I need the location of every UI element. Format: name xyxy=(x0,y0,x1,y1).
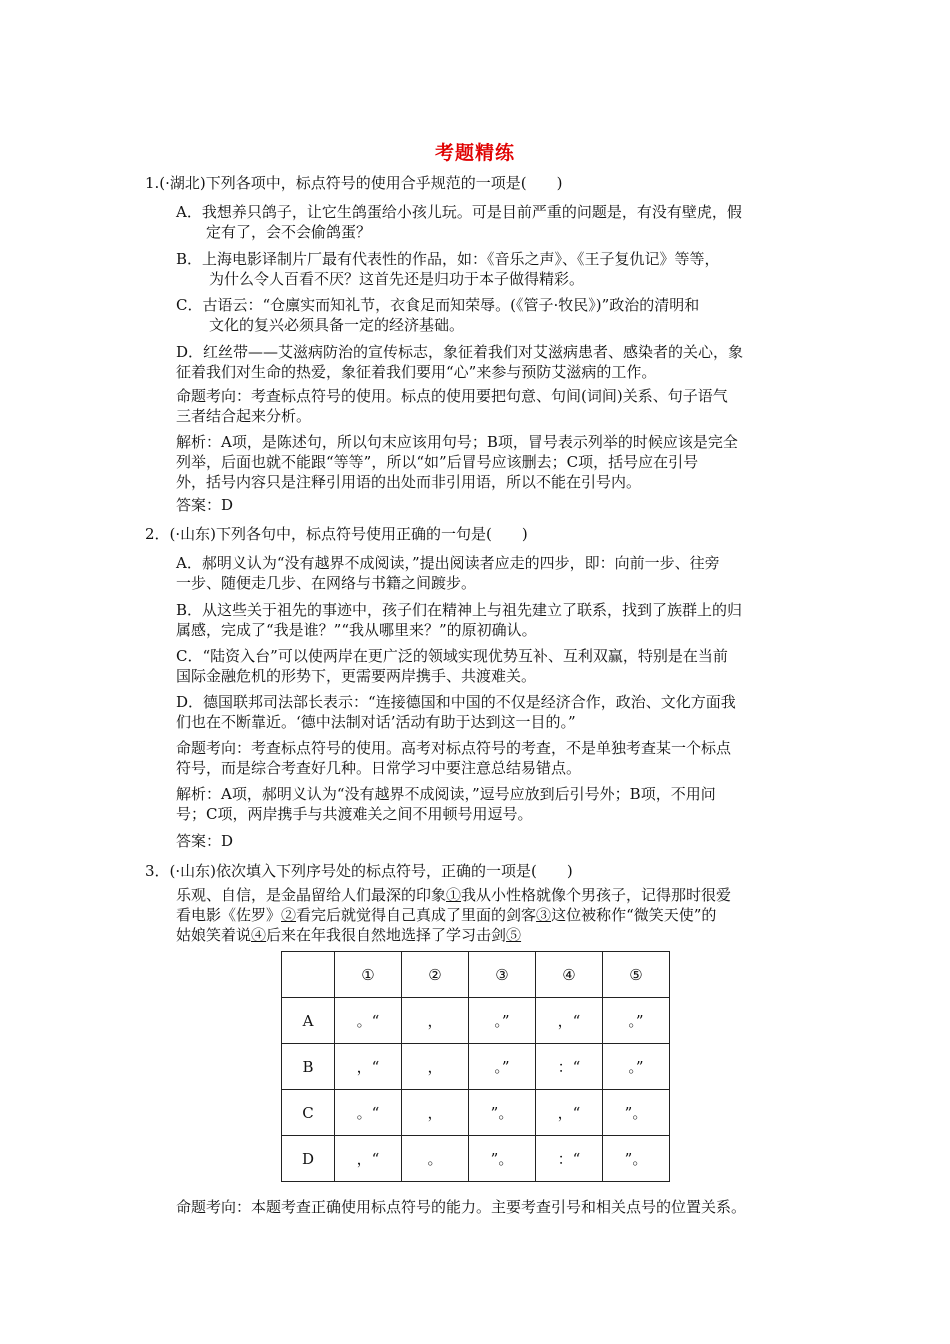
table-cell: ，“ xyxy=(536,998,603,1044)
table-cell: 。 xyxy=(402,1136,469,1182)
table-cell: ”。 xyxy=(469,1090,536,1136)
table-cell: ”。 xyxy=(603,1090,670,1136)
table-cell: ：“ xyxy=(536,1136,603,1182)
question-2-intent: 命题考向：考查标点符号的使用。高考对标点符号的考查，不是单独考查某一个标点 符号，而是综合考查好几种。日常学习中要注意总结易错点。 xyxy=(176,739,732,777)
page-title: 考题精练 xyxy=(434,142,515,164)
table-header-row xyxy=(282,952,670,998)
question-2-option-d: D．德国联邦司法部长表示：“连接德国和中国的不仅是经济合作，政治、文化方面我 们也在不断靠近。‘德中法制对话’活动有助于达到这一目的。” xyxy=(176,693,736,731)
table-header-cell: ③ xyxy=(469,952,536,998)
table-cell: A xyxy=(282,998,335,1044)
table-header-cell: ④ xyxy=(536,952,603,998)
table-cell: C xyxy=(282,1090,335,1136)
table-header-cell: ⑤ xyxy=(603,952,670,998)
table-row xyxy=(282,998,670,1044)
table-row xyxy=(282,1044,670,1090)
table-header-cell: ① xyxy=(335,952,402,998)
table-cell: 。” xyxy=(603,998,670,1044)
punctuation-options-table xyxy=(281,951,670,1182)
table-cell: ：“ xyxy=(536,1044,603,1090)
table-row xyxy=(282,1090,670,1136)
table-cell: ”。 xyxy=(603,1136,670,1182)
table-cell: 。” xyxy=(469,1044,536,1090)
question-2-answer: 答案：D xyxy=(176,832,234,850)
table-cell: ， xyxy=(402,998,469,1044)
question-1-intent: 命题考向：考查标点符号的使用。标点的使用要把句意、句间(词间)关系、句子语气 三者结合起来分析。 xyxy=(176,387,728,425)
table-cell: 。” xyxy=(603,1044,670,1090)
question-1-answer: 答案：D xyxy=(176,496,234,514)
question-2-analysis: 解析：A项，郝明义认为“没有越界不成阅读，”逗号应放到后引号外；B项，不用问 号；C项，两岸携手与共渡难关之间不用顿号用逗号。 xyxy=(176,785,716,823)
table-row xyxy=(282,1136,670,1182)
table-cell: ，“ xyxy=(335,1044,402,1090)
question-3-passage: 乐观、自信，是金晶留给人们最深的印象①我从小性格就像个男孩子，记得那时很爱 看电影《佐罗》②看完后就觉得自己真成了里面的剑客③这位被称作“微笑天使”的 姑娘笑着说④后来在年我很自然地选择了学习击剑⑤ xyxy=(176,886,732,944)
question-1-option-b: B．上海电影译制片厂最有代表性的作品，如：《音乐之声》、《王子复仇记》等等， 为什么令人百看不厌？这首先还是归功于本子做得精彩。 xyxy=(176,250,720,288)
table-cell: ， xyxy=(402,1090,469,1136)
table-header-cell xyxy=(282,952,335,998)
question-2-stem: 2．(·山东)下列各句中，标点符号使用正确的一句是( ) xyxy=(145,525,528,543)
table-cell: 。” xyxy=(469,998,536,1044)
table-cell: ，“ xyxy=(536,1090,603,1136)
question-1-analysis: 解析：A项，是陈述句，所以句末应该用句号；B项，冒号表示列举的时候应该是完全 列举，后面也就不能跟“等等”，所以“如”后冒号应该删去；C项，括号应在引号 外，括号内容只是注释引用语的出处而非引用语，所以不能在引号内。 xyxy=(176,433,738,491)
question-2-option-b: B．从这些关于祖先的事迹中，孩子们在精神上与祖先建立了联系，找到了族群上的归 属感，完成了“我是谁？”“我从哪里来？”的原初确认。 xyxy=(176,601,743,639)
question-1-stem: 1.(·湖北)下列各项中，标点符号的使用合乎规范的一项是( ) xyxy=(145,174,563,192)
question-2-option-a: A．郝明义认为“没有越界不成阅读，”提出阅读者应走的四步，即：向前一步、往旁 一步、随便走几步、在网络与书籍之间踱步。 xyxy=(176,554,720,592)
table-cell: B xyxy=(282,1044,335,1090)
question-1-option-c: C．古语云：“仓廪实而知礼节，衣食足而知荣辱。(《管子·牧民》)”政治的清明和 文化的复兴必须具备一定的经济基础。 xyxy=(176,296,700,334)
table-cell: 。“ xyxy=(335,1090,402,1136)
table-cell: ”。 xyxy=(469,1136,536,1182)
table-cell: ， xyxy=(402,1044,469,1090)
question-2-option-c: C．“陆资入台”可以使两岸在更广泛的领域实现优势互补、互利双赢，特别是在当前 国际金融危机的形势下，更需要两岸携手、共渡难关。 xyxy=(176,647,728,685)
table-cell: D xyxy=(282,1136,335,1182)
table-header-cell: ② xyxy=(402,952,469,998)
question-1-option-a: A．我想养只鸽子，让它生鸽蛋给小孩儿玩。可是目前严重的问题是，有没有壁虎，假 定有了，会不会偷鸽蛋？ xyxy=(176,203,742,241)
question-3-intent: 命题考向：本题考查正确使用标点符号的能力。主要考查引号和相关点号的位置关系。 xyxy=(176,1198,747,1216)
table-cell: 。“ xyxy=(335,998,402,1044)
question-3-stem: 3．(·山东)依次填入下列序号处的标点符号，正确的一项是( ) xyxy=(145,862,573,880)
question-1-option-d: D．红丝带——艾滋病防治的宣传标志，象征着我们对艾滋病患者、感染者的关心，象 征着我们对生命的热爱，象征着我们要用“心”来参与预防艾滋病的工作。 xyxy=(176,343,744,381)
table-cell: ，“ xyxy=(335,1136,402,1182)
